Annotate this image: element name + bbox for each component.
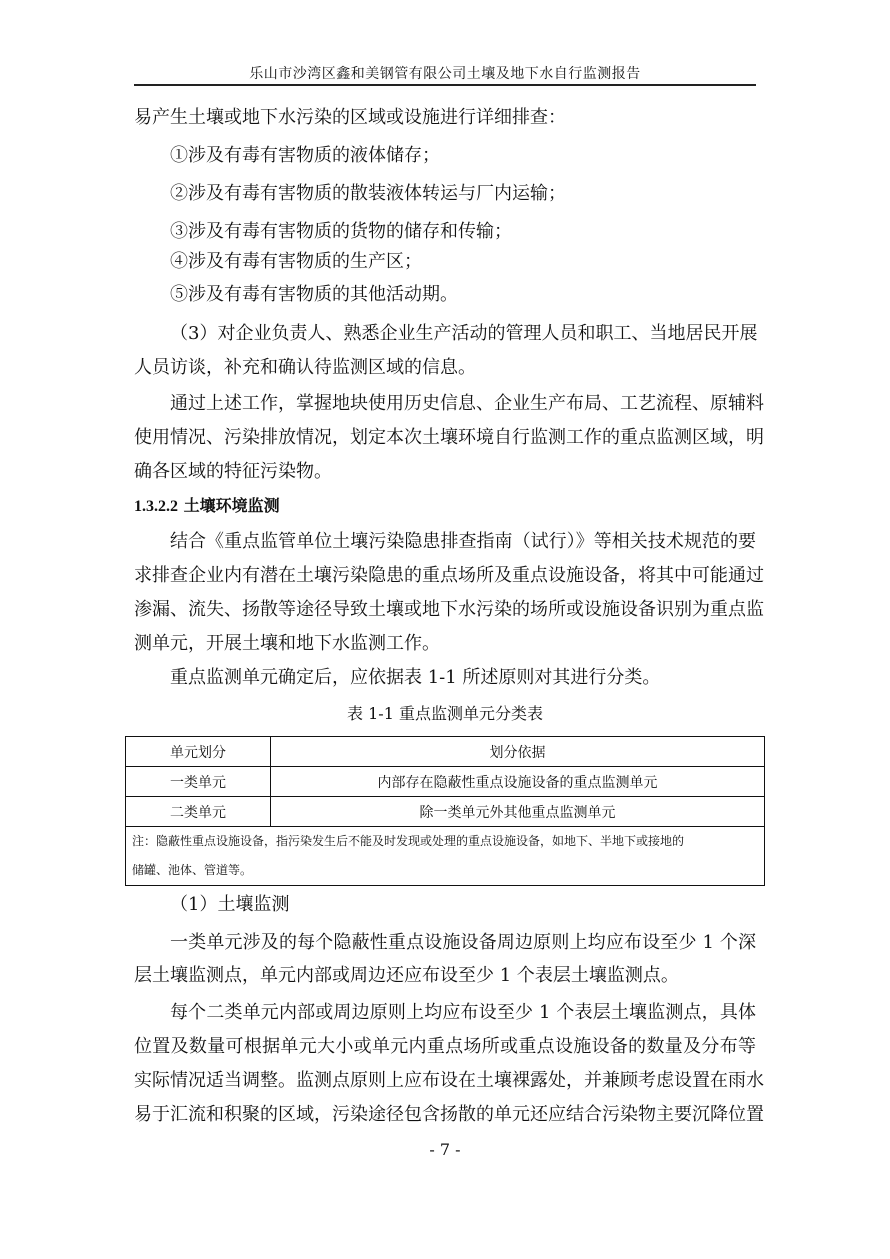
section-title: 土壤环境监测 — [178, 496, 280, 515]
paragraph-line: 渗漏、流失、扬散等途径导致土壤或地下水污染的场所或设施设备识别为重点监 — [134, 599, 764, 620]
paragraph-line: 一类单元涉及的每个隐蔽性重点设施设备周边原则上均应布设至少 1 个深 — [170, 932, 756, 953]
table-note-row — [126, 827, 765, 886]
paragraph-line: 实际情况适当调整。监测点原则上应布设在土壤裸露处，并兼顾考虑设置在雨水 — [134, 1070, 764, 1091]
running-header: 乐山市沙湾区鑫和美钢管有限公司土壤及地下水自行监测报告 — [249, 66, 641, 82]
table-row — [126, 797, 765, 827]
paragraph-line: 确各区域的特征污染物。 — [134, 461, 332, 482]
paragraph-line: 重点监测单元确定后，应依据表 1-1 所述原则对其进行分类。 — [170, 667, 661, 688]
table-cell: 除一类单元外其他重点监测单元 — [271, 797, 765, 827]
paragraph-line: 层土壤监测点，单元内部或周边还应布设至少 1 个表层土壤监测点。 — [134, 965, 679, 986]
section-heading — [134, 495, 280, 518]
table-cell: 一类单元 — [126, 767, 271, 797]
table-cell: 内部存在隐蔽性重点设施设备的重点监测单元 — [271, 767, 765, 797]
classification-table — [125, 736, 765, 886]
paragraph-line: 通过上述工作，掌握地块使用历史信息、企业生产布局、工艺流程、原辅料 — [170, 393, 764, 414]
section-number: 1.3.2.2 — [134, 498, 178, 515]
subsection-label: （1）土壤监测 — [170, 894, 290, 915]
list-item: ①涉及有毒有害物质的液体储存； — [170, 145, 440, 166]
paragraph-line: 位置及数量可根据单元大小或单元内重点场所或重点设施设备的数量及分布等 — [134, 1036, 756, 1057]
table-note-line: 储罐、池体、管道等。 — [132, 863, 253, 877]
table-note — [126, 827, 765, 886]
table-caption: 表 1-1 重点监测单元分类表 — [347, 704, 543, 723]
table-note-line: 注：隐蔽性重点设施设备，指污染发生后不能及时发现或处理的重点设施设备，如地下、半地下或接地的 — [132, 834, 685, 848]
page-number: - 7 - — [429, 1140, 461, 1159]
paragraph-line: 测单元，开展土壤和地下水监测工作。 — [134, 633, 440, 654]
list-item: ②涉及有毒有害物质的散装液体转运与厂内运输； — [170, 183, 566, 204]
list-item: ⑤涉及有毒有害物质的其他活动期。 — [170, 284, 458, 305]
table-header-cell: 划分依据 — [271, 737, 765, 767]
paragraph-line: 易于汇流和积聚的区域，污染途径包含扬散的单元还应结合污染物主要沉降位置 — [134, 1104, 764, 1125]
table-header-row — [126, 737, 765, 767]
paragraph-line: 使用情况、污染排放情况，划定本次土壤环境自行监测工作的重点监测区域，明 — [134, 427, 764, 448]
paragraph-line: 结合《重点监管单位土壤污染隐患排查指南（试行）》等相关技术规范的要 — [170, 531, 756, 552]
paragraph-line: （3）对企业负责人、熟悉企业生产活动的管理人员和职工、当地居民开展 — [170, 323, 758, 344]
paragraph-line: 易产生土壤或地下水污染的区域或设施进行详细排查： — [134, 107, 566, 128]
table-header-cell: 单元划分 — [126, 737, 271, 767]
list-item: ③涉及有毒有害物质的货物的储存和传输； — [170, 221, 512, 242]
paragraph-line: 求排查企业内有潜在土壤污染隐患的重点场所及重点设施设备，将其中可能通过 — [134, 565, 764, 586]
header-divider — [134, 84, 756, 86]
paragraph-line: 人员访谈，补充和确认待监测区域的信息。 — [134, 357, 476, 378]
table-cell: 二类单元 — [126, 797, 271, 827]
paragraph-line: 每个二类单元内部或周边原则上均应布设至少 1 个表层土壤监测点，具体 — [170, 1002, 756, 1023]
table-row — [126, 767, 765, 797]
list-item: ④涉及有毒有害物质的生产区； — [170, 251, 422, 272]
